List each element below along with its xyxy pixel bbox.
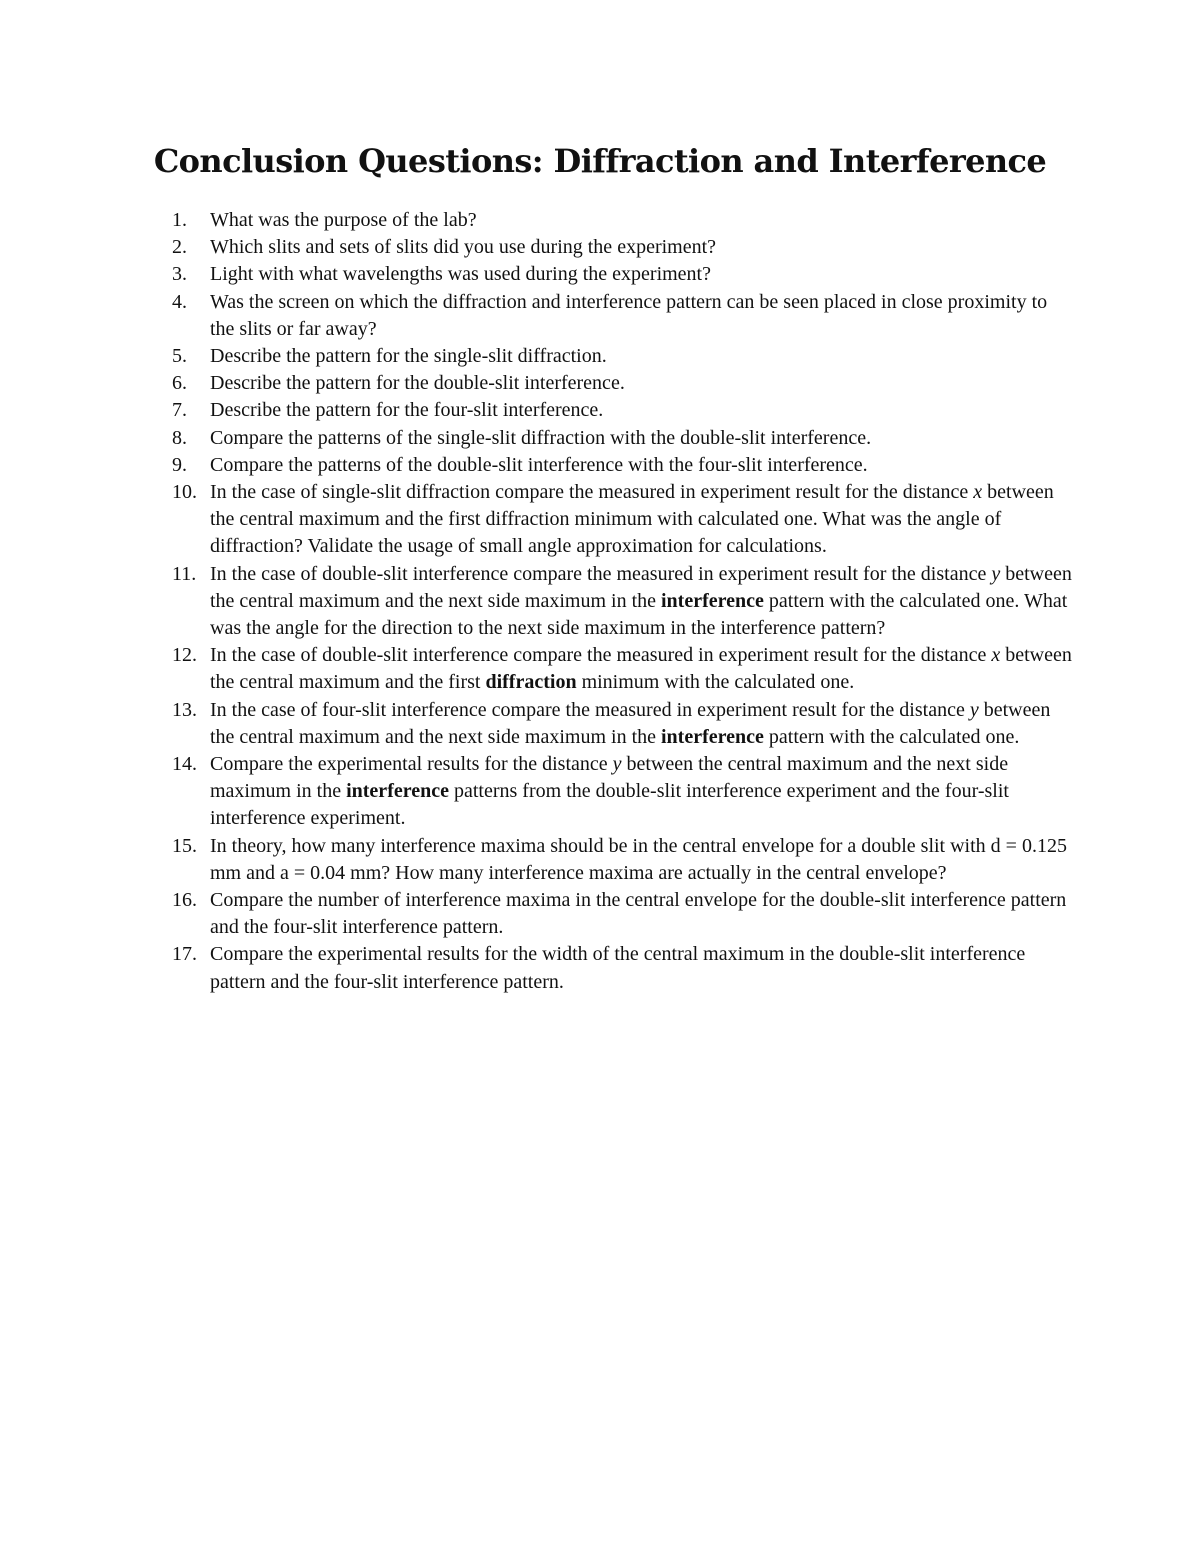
question-text-segment: Which slits and sets of slits did you use during the experiment? <box>210 236 717 259</box>
question-item <box>172 289 1072 343</box>
bold-term: interference <box>661 725 764 748</box>
question-item <box>172 343 1072 370</box>
question-text-segment: In the case of double-slit interference compare the measured in experiment result for the distance <box>210 562 992 585</box>
question-text-segment: In the case of four-slit interference compare the measured in experiment result for the distance <box>210 698 970 721</box>
question-item <box>172 697 1072 751</box>
question-number: 10. <box>172 481 197 504</box>
question-text-segment: Compare the number of interference maxima in the central envelope for the double-slit interference pattern and the four-slit interference pattern. <box>210 889 1067 939</box>
question-item <box>172 370 1072 397</box>
question-text-segment: What was the purpose of the lab? <box>210 209 477 231</box>
question-item <box>172 833 1072 887</box>
question-text-segment: between the central maximum and the next side maximum in the <box>210 698 1051 748</box>
question-text-segment: between the central maximum and the first diffraction minimum with calculated one. What was the angle of diffraction? Validate the usage of small angle approximation for calculations. <box>210 481 1054 558</box>
question-text <box>210 943 1025 992</box>
question-text <box>210 644 1072 693</box>
question-text <box>210 236 716 258</box>
question-number: 11. <box>172 562 197 585</box>
question-number: 9. <box>172 453 187 476</box>
question-list <box>172 207 1072 996</box>
question-item <box>172 887 1072 941</box>
bold-term: interference <box>346 780 449 803</box>
question-number: 17. <box>172 943 197 966</box>
bold-term: diffraction <box>485 671 577 694</box>
question-number: 12. <box>172 644 197 667</box>
question-text <box>210 699 1050 748</box>
question-text <box>210 209 477 231</box>
question-text-segment: minimum with the calculated one. <box>576 671 855 694</box>
question-text-segment: Describe the pattern for the single-slit diffraction. <box>210 345 607 368</box>
question-number: 14. <box>172 753 197 776</box>
question-text-segment: Compare the experimental results for the distance <box>210 753 613 776</box>
question-number: 13. <box>172 698 197 721</box>
variable-symbol: y <box>991 562 1001 585</box>
question-number: 15. <box>172 834 197 857</box>
question-text-segment: In the case of single-slit diffraction compare the measured in experiment result for the distance <box>210 481 974 504</box>
question-text <box>210 481 1054 557</box>
question-item <box>172 452 1072 479</box>
question-text-segment: between the central maximum and the next side maximum in the <box>210 753 1009 803</box>
page-title: Conclusion Questions: Diffraction and Interference <box>153 142 1047 180</box>
question-number: 8. <box>172 426 187 449</box>
question-number: 3. <box>172 263 187 286</box>
question-item <box>172 642 1072 696</box>
question-text-segment: Compare the patterns of the double-slit interference with the four-slit interference. <box>210 453 868 476</box>
question-text <box>210 835 1067 884</box>
question-number: 5. <box>172 345 187 368</box>
question-item <box>172 234 1072 261</box>
question-item <box>172 397 1072 424</box>
question-text <box>210 263 711 285</box>
question-item <box>172 425 1072 452</box>
variable-symbol: x <box>973 481 983 504</box>
question-text <box>210 399 603 421</box>
question-text-segment: In theory, how many interference maxima should be in the central envelope for a double slit with d = 0.125 mm and a = 0.04 mm? How many interference maxima are actually in the central envelope? <box>210 834 1067 884</box>
question-text <box>210 454 868 476</box>
question-item <box>172 261 1072 288</box>
question-text-segment: Describe the pattern for the four-slit interference. <box>210 399 604 422</box>
variable-symbol: y <box>612 753 622 776</box>
question-item <box>172 207 1072 234</box>
question-text <box>210 427 871 449</box>
question-item <box>172 561 1072 643</box>
question-number: 6. <box>172 372 187 395</box>
question-number: 16. <box>172 889 197 912</box>
question-text-segment: Describe the pattern for the double-slit interference. <box>210 372 625 395</box>
question-text <box>210 291 1047 340</box>
question-text-segment: pattern with the calculated one. What was the angle for the direction to the next side maximum in the interference pattern? <box>210 589 1068 640</box>
question-text-segment: pattern with the calculated one. <box>763 725 1020 748</box>
question-number: 4. <box>172 290 187 313</box>
question-text-segment: between the central maximum and the next side maximum in the <box>210 562 1072 612</box>
variable-symbol: y <box>969 698 979 721</box>
question-text-segment: patterns from the double-slit interference experiment and the four-slit interference experiment. <box>210 780 1009 830</box>
question-text <box>210 372 625 394</box>
variable-symbol: x <box>991 644 1001 667</box>
question-text <box>210 345 607 367</box>
question-text-segment: Was the screen on which the diffraction and interference pattern can be seen placed in close proximity to the slits or far away? <box>210 290 1048 340</box>
question-text <box>210 753 1009 829</box>
question-number: 2. <box>172 236 187 259</box>
bold-term: interference <box>661 589 764 612</box>
question-text-segment: Light with what wavelengths was used during the experiment? <box>210 263 711 286</box>
question-item <box>172 479 1072 561</box>
question-item <box>172 941 1072 995</box>
question-number: 1. <box>172 209 187 231</box>
question-text <box>210 563 1072 639</box>
question-text-segment: Compare the patterns of the single-slit diffraction with the double-slit interference. <box>210 426 872 449</box>
question-text-segment: In the case of double-slit interference compare the measured in experiment result for the distance <box>210 644 992 667</box>
question-item <box>172 751 1072 833</box>
question-text-segment: between the central maximum and the first <box>210 644 1072 694</box>
question-text-segment: Compare the experimental results for the width of the central maximum in the double-slit interference pattern and the four-slit interference pattern. <box>210 943 1026 993</box>
question-text <box>210 889 1066 938</box>
question-number: 7. <box>172 399 187 422</box>
